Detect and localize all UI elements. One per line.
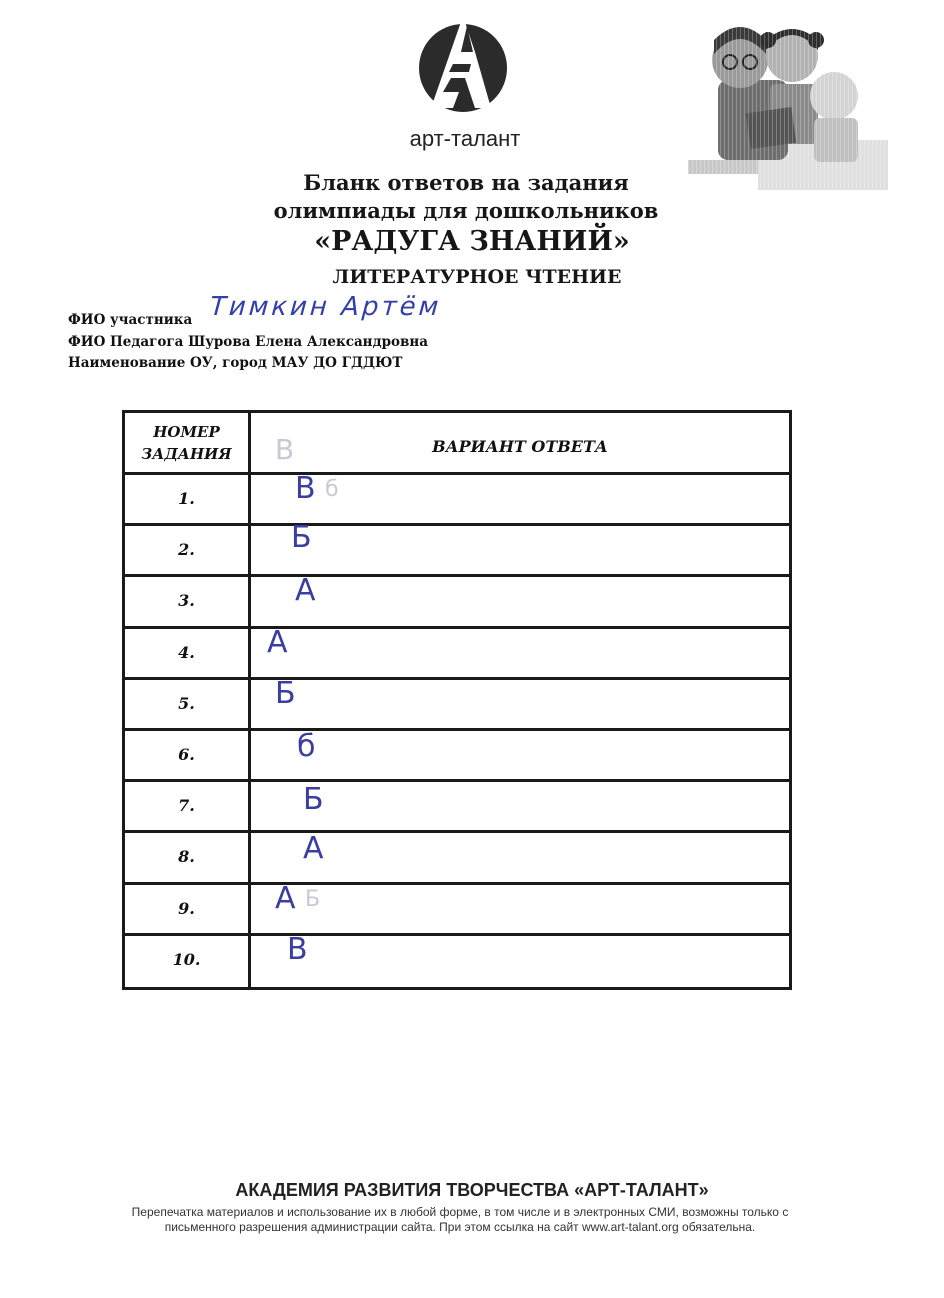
handwritten-answer: Б — [275, 675, 296, 711]
erased-answer: Б — [305, 886, 321, 912]
handwritten-answer: А — [275, 880, 296, 916]
row-divider — [125, 882, 789, 885]
task-number: 2. — [178, 540, 195, 560]
header-scribble: В — [275, 433, 295, 466]
task-number: 9. — [178, 898, 195, 918]
row-divider — [125, 830, 789, 833]
task-number: 3. — [178, 591, 195, 611]
title-line-2: олимпиады для дошкольников — [273, 198, 659, 223]
handwritten-answer: Б — [291, 520, 312, 556]
handwritten-answer: б — [297, 729, 316, 764]
header-answer-variant: ВАРИАНТ ОТВЕТА — [432, 437, 608, 456]
erased-answer: б — [325, 477, 339, 502]
brand-name: арт-талант — [409, 126, 521, 151]
handwritten-answer: В — [295, 471, 316, 506]
participant-row — [68, 312, 192, 328]
participant-label: ФИО участника — [68, 312, 193, 328]
handwritten-answer: А — [267, 624, 288, 660]
title-line-1: Бланк ответов на задания — [303, 170, 629, 195]
teacher-value: Шурова Елена Александровна — [188, 334, 429, 350]
header-task-number-line2: ЗАДАНИЯ — [141, 445, 232, 463]
handwritten-answer: А — [303, 831, 324, 867]
task-number: 5. — [178, 693, 195, 713]
task-number: 1. — [178, 489, 195, 508]
row-divider — [125, 728, 789, 731]
task-number: 8. — [178, 847, 195, 867]
row-divider — [125, 523, 789, 526]
footer-title: АКАДЕМИЯ РАЗВИТИЯ ТВОРЧЕСТВА «АРТ-ТАЛАНТ» — [235, 1180, 709, 1200]
footer-note-line-1: Перепечатка материалов и использование их в любой форме, в том числе и в электронных СМИ, возможны только с — [131, 1205, 789, 1219]
subject-title: ЛИТЕРАТУРНОЕ ЧТЕНИЕ — [332, 266, 622, 288]
teacher-label: ФИО Педагога — [68, 334, 184, 350]
task-number: 6. — [178, 745, 195, 764]
row-divider — [125, 779, 789, 782]
task-number: 10. — [172, 949, 201, 969]
footer-note-line-2: письменного разрешения администрации сайта. При этом ссылка на сайт www.art-talant.org обязательна. — [164, 1220, 756, 1234]
handwritten-answer: Б — [303, 782, 324, 818]
art-talant-logo-icon — [413, 12, 513, 124]
header-task-number-line1: НОМЕР — [153, 423, 220, 441]
column-divider — [248, 413, 251, 987]
teacher-row — [68, 334, 428, 350]
task-number: 7. — [178, 796, 195, 816]
school-row — [68, 355, 402, 371]
handwritten-answer: В — [287, 931, 308, 967]
row-divider — [125, 677, 789, 680]
footer-note — [90, 1205, 830, 1235]
participant-name-handwritten: Тимкин Артём — [208, 292, 443, 322]
handwritten-answer: А — [295, 573, 316, 609]
row-divider — [125, 472, 789, 475]
school-label: Наименование ОУ, город — [68, 355, 267, 371]
task-number: 4. — [178, 642, 195, 662]
school-value: МАУ ДО ГДДЮТ — [271, 355, 403, 371]
row-divider — [125, 626, 789, 629]
header-task-number — [125, 421, 248, 465]
answer-table — [122, 410, 792, 990]
row-divider — [125, 933, 789, 936]
olympiad-name: «РАДУГА ЗНАНИЙ» — [314, 226, 630, 257]
row-divider — [125, 574, 789, 577]
